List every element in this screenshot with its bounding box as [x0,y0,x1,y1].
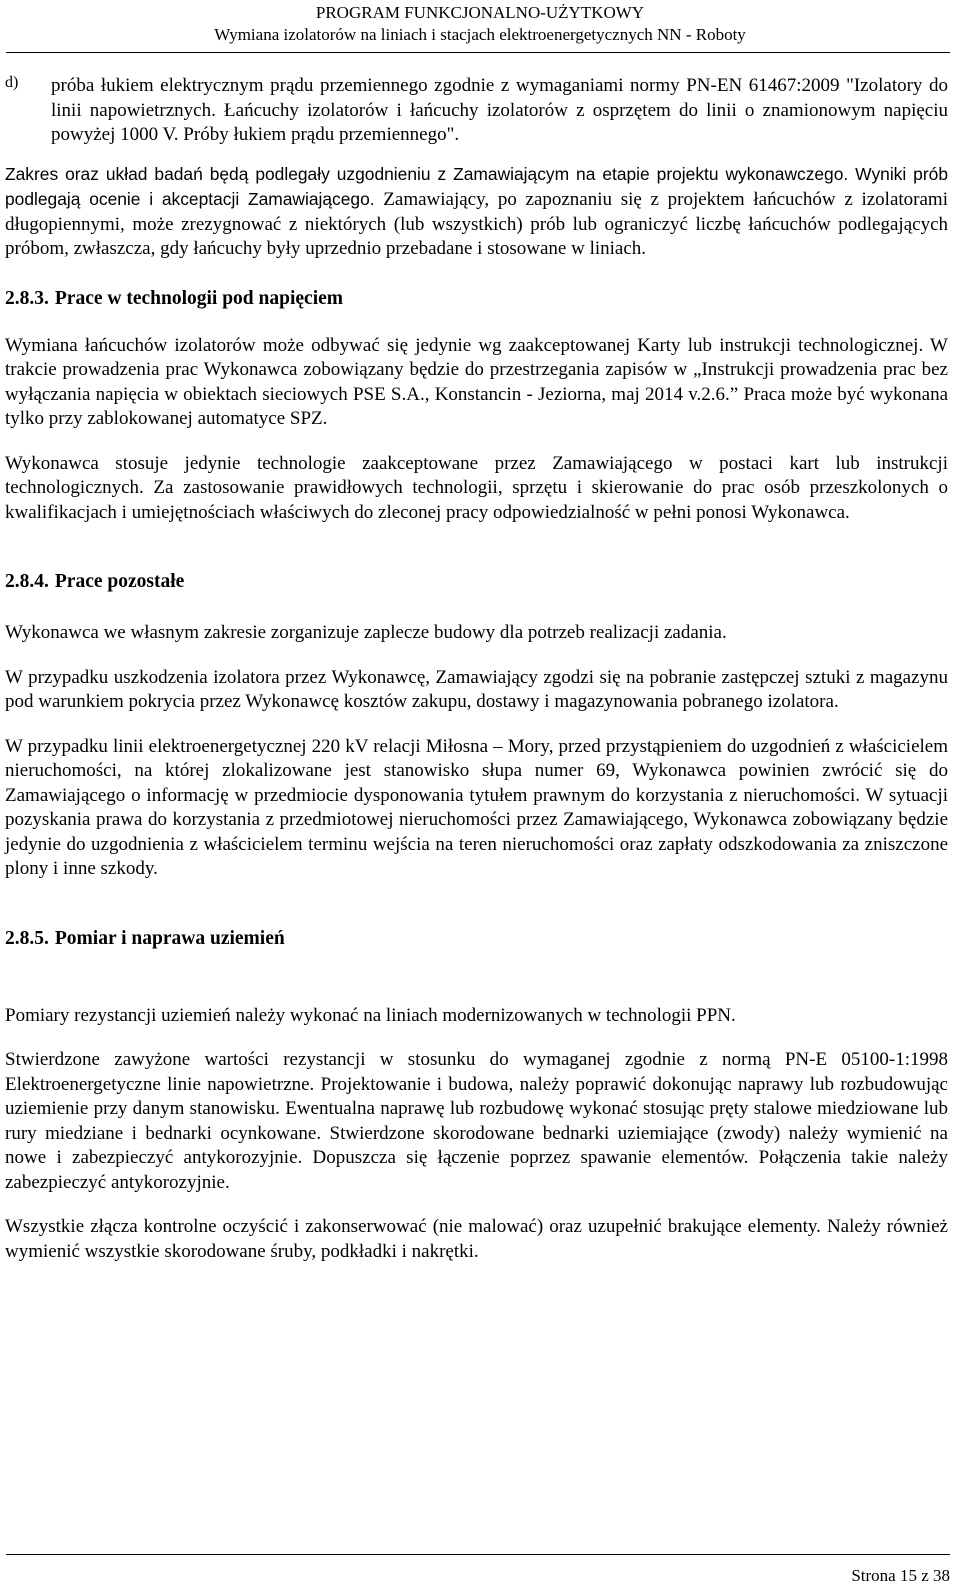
paragraph-zakres-serif: Zamawiający, po zapoznaniu się z projektem łańcuchów z izolatorami długopiennymi, może zrezygnować z niektórych (lub wszystkich) prób lub ograniczyć liczbę łańcuchów podlegających próbom, zwłaszcza, gdy łańcuchy były uprzednio przebadane i stosowane w liniach. [5,189,948,259]
paragraph: W przypadku linii elektroenergetycznej 220 kV relacji Miłosna – Mory, przed przystąpieniem do uzgodnień z właścicielem nieruchomości, na której zlokalizowane jest stanowisko słupa numer 69, Wykonawca powinien zwrócić się do Zamawiającego o informację w przedmiocie dysponowania tytułem prawnym do korzystania z nieruchomości. W sytuacji pozyskania prawa do korzystania z przedmiotowej nieruchomości przez Zamawiającego, Wykonawca zobowiązany będzie jedynie do uzgodnienia z właścicielem terminu wejścia na teren nieruchomości oraz zapłaty odszkodowania za zniszczone plony i inne szkody. [5,735,948,879]
paragraph: Wymiana łańcuchów izolatorów może odbywać się jedynie wg zaakceptowanej Karty lub instrukcji technologicznej. W trakcie prowadzenia prac Wykonawca zobowiązany będzie do przestrzegania zapisów w „Instrukcji prowadzenia prac bez wyłączania napięcia w obiektach sieciowych PSE S.A., Konstancin - Jeziorna, maj 2014 v.2.6.” Praca może być wykonana tylko przy zablokowanej automatyce SPZ. [5,334,948,429]
list-item-d [5,74,948,148]
section-title: Prace w technologii pod napięciem [54,287,344,309]
header-title: PROGRAM FUNKCJONALNO-UŻYTKOWY [315,3,645,22]
section-number: 2.8.5. [5,927,49,949]
paragraph: Pomiary rezystancji uziemień należy wykonać na liniach modernizowanych w technologii PPN. [5,1004,736,1026]
section-title: Pomiar i naprawa uziemień [54,927,285,949]
footer-divider [6,1554,950,1555]
list-marker: d) [5,74,19,91]
paragraph: W przypadku uszkodzenia izolatora przez Wykonawcę, Zamawiający zgodzi się na pobranie zastępczej sztuki z magazynu pod warunkiem pokrycia przez Wykonawcę kosztów zakupu, dostawy i magazynowania pobranego izolatora. [5,666,948,712]
document-body [5,74,948,1264]
paragraph: Wszystkie złącza kontrolne oczyścić i zakonserwować (nie malować) oraz uzupełnić brakujące elementy. Należy również wymienić wszystkie skorodowane śruby, podkładki i nakrętki. [5,1216,948,1262]
paragraph: Wykonawca stosuje jedynie technologie zaakceptowane przez Zamawiającego w postaci kart lub instrukcji technologicznych. Za zastosowanie prawidłowych technologii, sprzętu i skierowanie do prac osób przeszkolonych o kwalifikacjach i umiejętnościach właściwych do zleconej pracy odpowiedzialność w pełni ponosi Wykonawca. [5,452,948,523]
section-number: 2.8.4. [5,571,49,592]
section-heading-2-8-4 [5,569,948,595]
paragraph-zakres-sans: Zakres oraz układ badań będą podlegały uzgodnieniu z Zamawiającym na etapie projektu wykonawczego. Wyniki prób podlegają ocenie i akceptacji Zamawiającego. [5,163,948,209]
section-heading-2-8-3 [5,286,948,312]
section-title: Prace pozostałe [54,571,185,592]
section-number: 2.8.3. [5,287,49,309]
paragraph: Stwierdzone zawyżone wartości rezystancji w stosunku do wymaganej zgodnie z normą PN-E 05100-1:1998 Elektroenergetyczne linie napowietrzne. Projektowanie i budowa, należy poprawić dokonując naprawy lub rozbudowując uziemienie przy danym stanowisku. Ewentualna naprawę lub rozbudowę wykonać stosując pręty stalowe miedziowane lub rury miedziane i bednarki ocynkowane. Stwierdzone skorodowane bednarki uziemiające (zwody) należy wymienić na nowe i zabezpieczyć antykorozyjnie. Dopuszcza się łączenie poprzez spawanie elementów. Połączenia takie należy zabezpieczyć antykorozyjnie. [5,1049,948,1193]
list-item-text: próba łukiem elektrycznym prądu przemiennego zgodnie z wymaganiami normy PN-EN 61467:2009 "Izolatory do linii napowietrznych. Łańcuchy izolatorów i łańcuchy izolatorów z osprzętem do linii o znamionowym napięciu powyżej 1000 V. Próby łukiem prądu przemiennego". [51,75,948,145]
page-number: Strona 15 z 38 [851,1566,950,1585]
section-heading-2-8-5 [5,926,948,952]
paragraph-zakres [5,162,948,262]
paragraph: Wykonawca we własnym zakresie zorganizuje zaplecze budowy dla potrzeb realizacji zadania. [5,622,727,643]
page-header [0,2,960,46]
header-subtitle: Wymiana izolatorów na liniach i stacjach elektroenergetycznych NN - Roboty [214,25,746,44]
header-divider [6,52,950,53]
